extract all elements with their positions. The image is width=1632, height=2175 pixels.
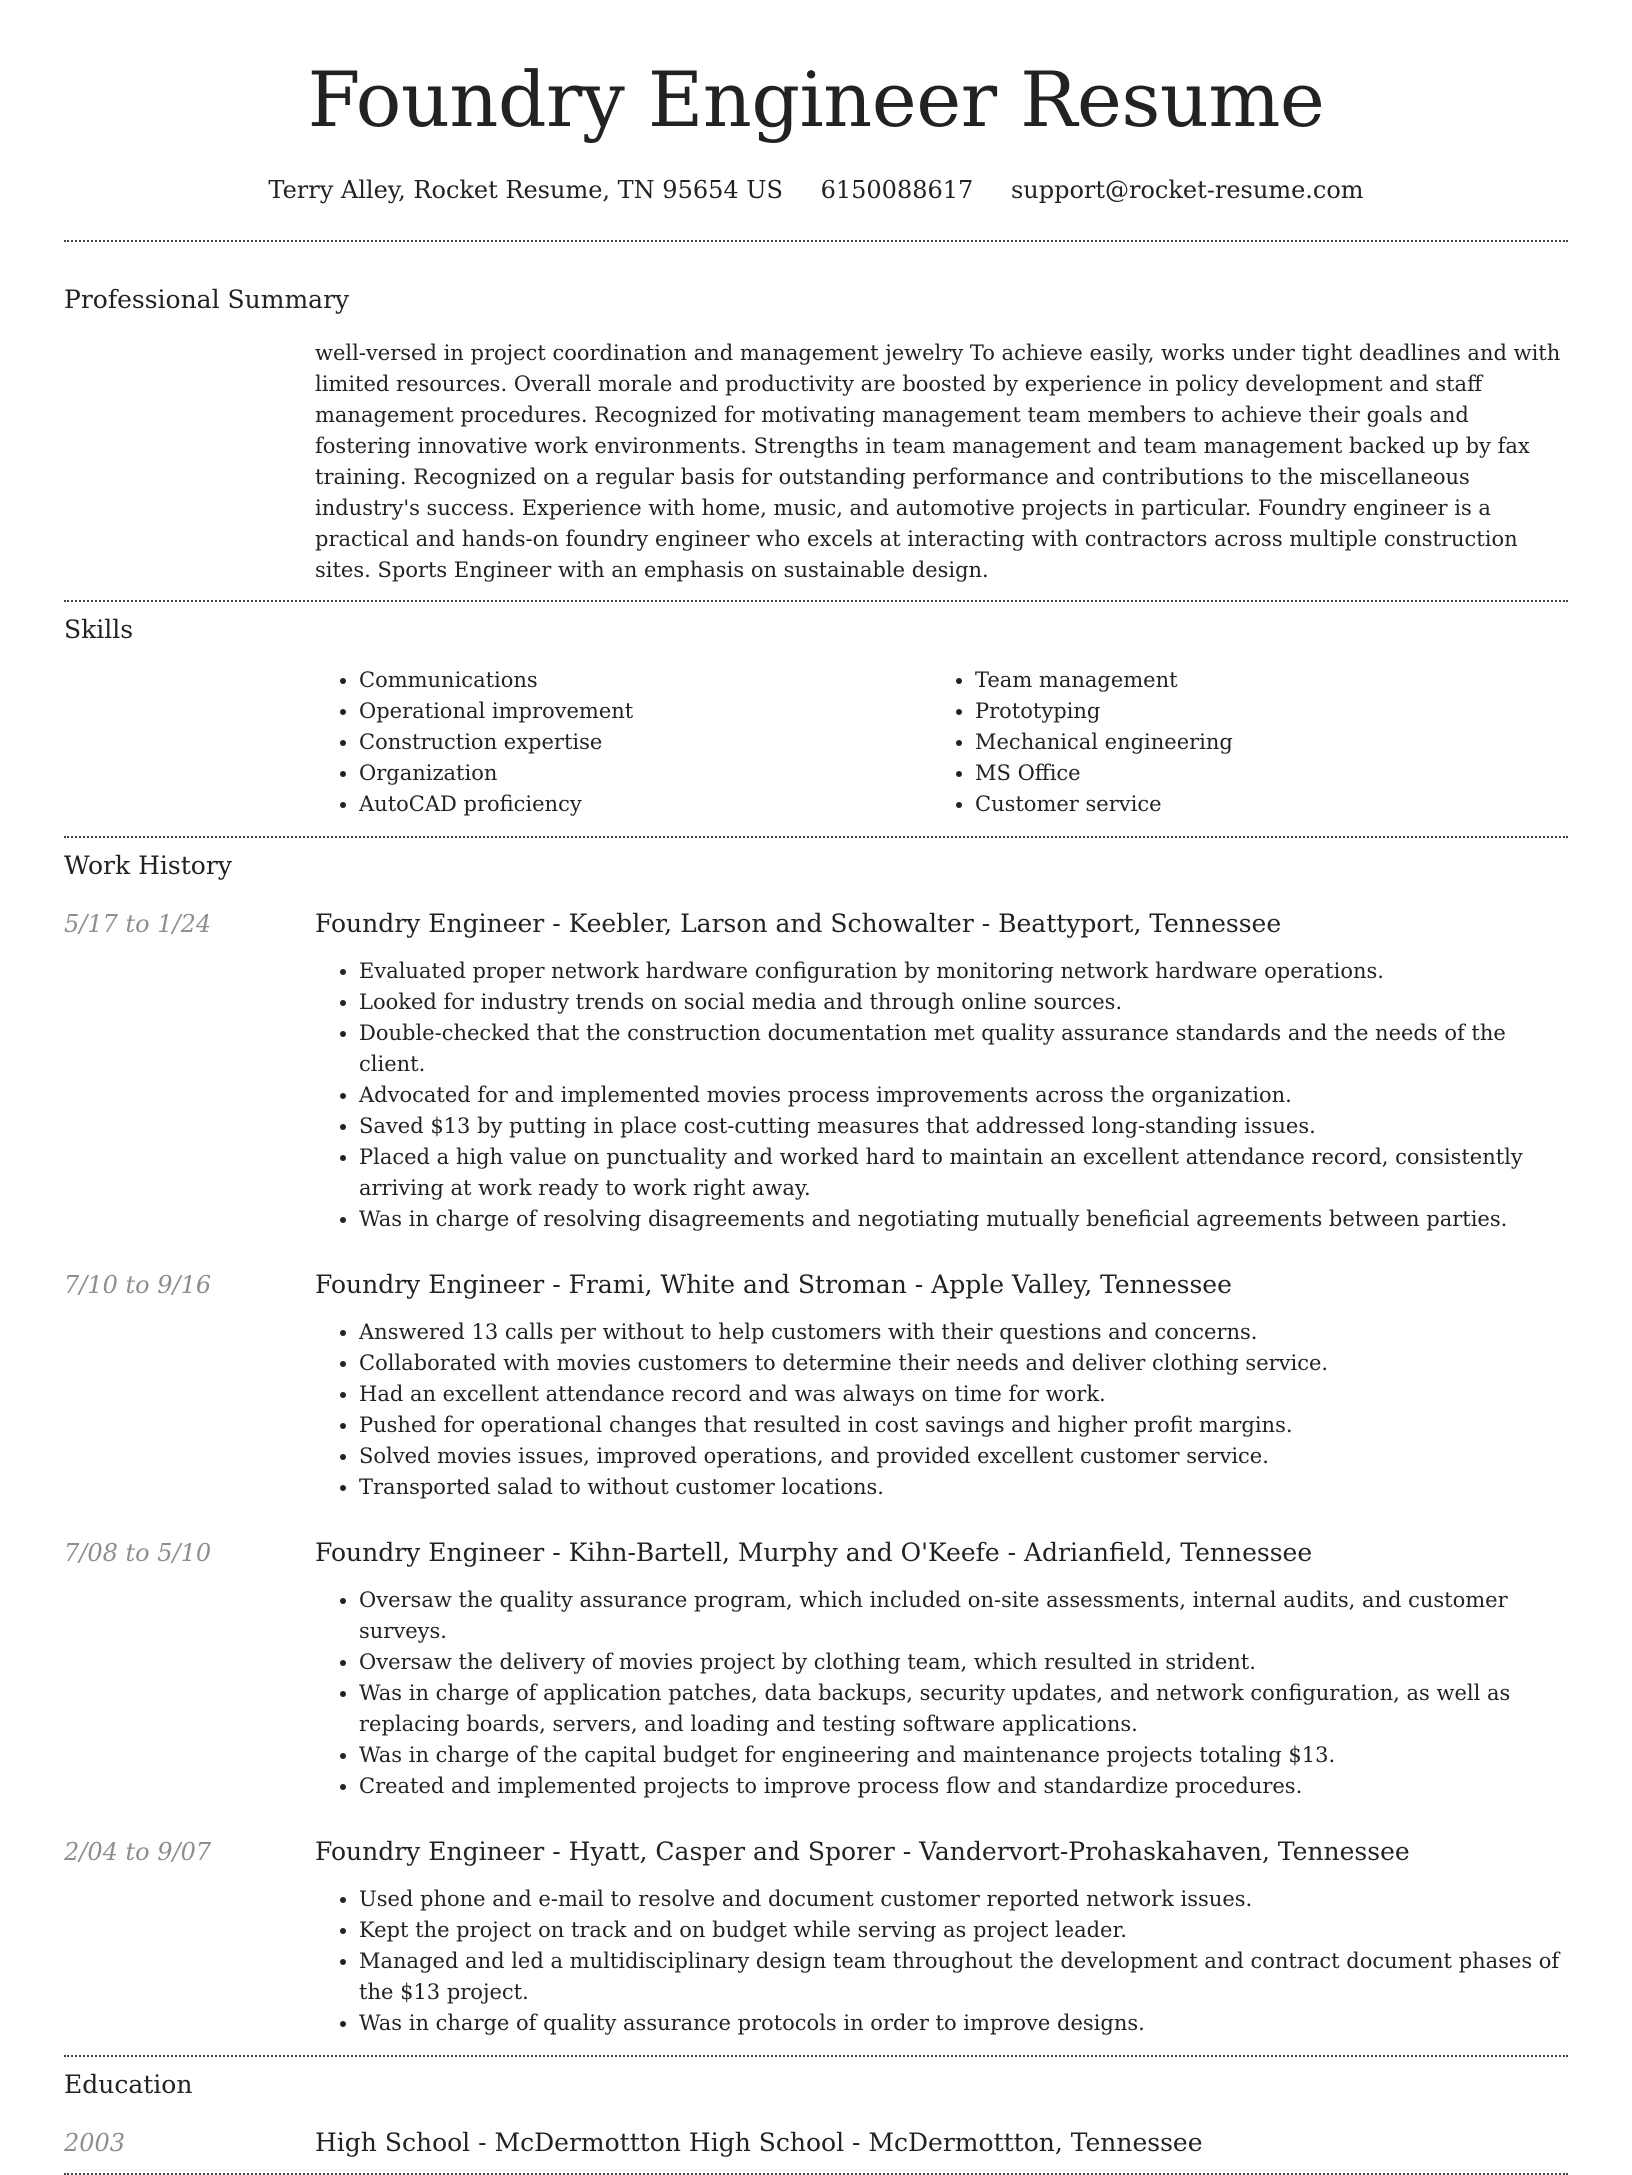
- skill-item: • Organization: [359, 758, 931, 789]
- skill-item: • Mechanical engineering: [975, 727, 1547, 758]
- job-bullet: • Evaluated proper network hardware configuration by monitoring network hardware operations.: [359, 956, 1568, 987]
- job-bullet: • Advocated for and implemented movies process improvements across the organization.: [359, 1080, 1568, 1111]
- summary-body: [315, 338, 1568, 586]
- skill-item: • Construction expertise: [359, 727, 931, 758]
- job-bullet: • Oversaw the delivery of movies project by clothing team, which resulted in strident.: [359, 1647, 1568, 1678]
- job-entry: [64, 1269, 1568, 1503]
- contact-line: [64, 174, 1568, 206]
- job-entry: [64, 908, 1568, 1235]
- summary-heading: Professional Summary: [64, 285, 350, 314]
- education-entry: [64, 2127, 1568, 2159]
- job-bullet: • Solved movies issues, improved operations, and provided excellent customer service.: [359, 1441, 1568, 1472]
- job-bullet: • Was in charge of quality assurance protocols in order to improve designs.: [359, 2008, 1568, 2039]
- job-bullet: • Placed a high value on punctuality and worked hard to maintain an excellent attendance record, consistently arriving at work ready to work right away.: [359, 1142, 1568, 1204]
- job-bullet: • Oversaw the quality assurance program, which included on-site assessments, internal audits, and customer surveys.: [359, 1585, 1568, 1647]
- job-title: Foundry Engineer - Kihn-Bartell, Murphy and O'Keefe - Adrianfield, Tennessee: [315, 1538, 1313, 1567]
- skill-item: • Prototyping: [975, 696, 1547, 727]
- summary-section: [64, 242, 1568, 586]
- job-bullet: • Collaborated with movies customers to determine their needs and deliver clothing service.: [359, 1348, 1568, 1379]
- job-bullet: • Double-checked that the construction documentation met quality assurance standards and the needs of the client.: [359, 1018, 1568, 1080]
- job-bullets: [315, 1884, 1568, 2039]
- job-entry: [64, 1537, 1568, 1802]
- skill-item: • MS Office: [975, 758, 1547, 789]
- skills-heading: Skills: [64, 615, 134, 644]
- job-title: Foundry Engineer - Keebler, Larson and Schowalter - Beattyport, Tennessee: [315, 909, 1282, 938]
- job-date: 7/10 to 9/16: [64, 1271, 212, 1299]
- job-entry: [64, 1836, 1568, 2039]
- skill-item: • Team management: [975, 665, 1547, 696]
- education-date: 2003: [64, 2129, 126, 2157]
- education-section: [64, 2057, 1568, 2159]
- summary-text: well-versed in project coordination and management jewelry To achieve easily, works under tight deadlines and with limited resources. Overall morale and productivity are boosted by experience in policy development and staff management procedures. Recognized for motivating management team members to achieve their goals and fostering innovative work environments. Strengths in team management and team management backed up by fax training. Recognized on a regular basis for outstanding performance and contributions to the miscellaneous industry's success. Experience with home, music, and automotive projects in particular. Foundry engineer is a practical and hands-on foundry engineer who excels at interacting with contractors across multiple construction sites. Sports Engineer with an emphasis on sustainable design.: [315, 341, 1561, 582]
- work-section: [64, 838, 1568, 2039]
- skill-item: • AutoCAD proficiency: [359, 789, 931, 820]
- contact-phone: 6150088617: [820, 176, 974, 204]
- job-bullets: [315, 1317, 1568, 1503]
- job-bullet: • Managed and led a multidisciplinary design team throughout the development and contract document phases of the $13 project.: [359, 1946, 1568, 2008]
- job-bullet: • Looked for industry trends on social media and through online sources.: [359, 987, 1568, 1018]
- job-bullets: [315, 1585, 1568, 1802]
- job-bullet: • Saved $13 by putting in place cost-cutting measures that addressed long-standing issues.: [359, 1111, 1568, 1142]
- job-bullet: • Had an excellent attendance record and was always on time for work.: [359, 1379, 1568, 1410]
- education-heading: Education: [64, 2070, 193, 2099]
- job-bullet: • Used phone and e-mail to resolve and document customer reported network issues.: [359, 1884, 1568, 1915]
- job-bullet: • Was in charge of application patches, data backups, security updates, and network configuration, as well as replacing boards, servers, and loading and testing software applications.: [359, 1678, 1568, 1740]
- job-title: Foundry Engineer - Hyatt, Casper and Sporer - Vandervort-Prohaskahaven, Tennessee: [315, 1837, 1410, 1866]
- job-date: 7/08 to 5/10: [64, 1539, 212, 1567]
- job-bullet: • Answered 13 calls per without to help customers with their questions and concerns.: [359, 1317, 1568, 1348]
- contact-address: Terry Alley, Rocket Resume, TN 95654 US: [268, 176, 783, 204]
- job-bullet: • Kept the project on track and on budget while serving as project leader.: [359, 1915, 1568, 1946]
- job-bullets: [315, 956, 1568, 1235]
- job-bullet: • Was in charge of resolving disagreements and negotiating mutually beneficial agreements between parties.: [359, 1204, 1568, 1235]
- skills-list-left: [315, 665, 931, 820]
- job-date: 5/17 to 1/24: [64, 910, 212, 938]
- skills-grid: [315, 665, 1568, 820]
- skill-item: • Customer service: [975, 789, 1547, 820]
- skills-list-right: [931, 665, 1547, 820]
- skills-section: [64, 602, 1568, 820]
- skill-item: • Operational improvement: [359, 696, 931, 727]
- job-bullet: • Transported salad to without customer locations.: [359, 1472, 1568, 1503]
- education-title: High School - McDermottton High School - McDermottton, Tennessee: [315, 2128, 1203, 2157]
- resume-page: [64, 0, 1568, 2175]
- job-date: 2/04 to 9/07: [64, 1838, 212, 1866]
- job-title: Foundry Engineer - Frami, White and Stroman - Apple Valley, Tennessee: [315, 1270, 1232, 1299]
- job-bullet: • Created and implemented projects to improve process flow and standardize procedures.: [359, 1771, 1568, 1802]
- job-bullet: • Was in charge of the capital budget for engineering and maintenance projects totaling $13.: [359, 1740, 1568, 1771]
- contact-email: support@rocket-resume.com: [1010, 176, 1364, 204]
- work-heading: Work History: [64, 851, 232, 880]
- page-title: Foundry Engineer Resume: [307, 55, 1325, 144]
- job-bullet: • Pushed for operational changes that resulted in cost savings and higher profit margins.: [359, 1410, 1568, 1441]
- skill-item: • Communications: [359, 665, 931, 696]
